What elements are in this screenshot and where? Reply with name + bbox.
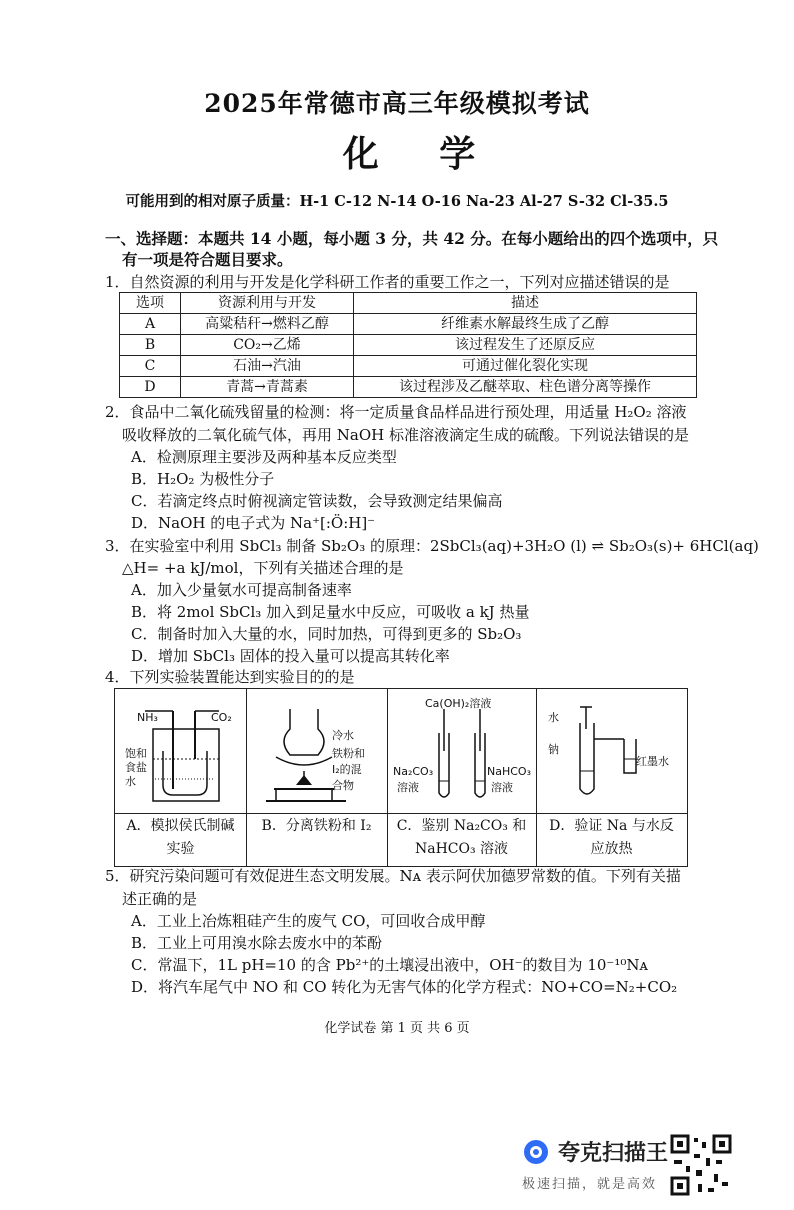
mixture-label: I₂的混 (332, 763, 362, 776)
q5-option-a: A．工业上冶炼粗硅产生的废气 CO，可回收合成甲醇 (131, 912, 486, 930)
page-footer: 化学试卷 第 1 页 共 6 页 (324, 1021, 470, 1036)
q4-apparatus-grid (114, 688, 688, 867)
mixture-label: 合物 (332, 779, 354, 792)
q1-table (119, 292, 697, 398)
watermark-name: 夸克扫描王 (558, 1141, 669, 1166)
water-label: 水 (548, 711, 559, 724)
atomic-masses: 可能用到的相对原子质量：H-1 C-12 N-14 O-16 Na-23 Al-27 S-32 Cl-35.5 (125, 193, 669, 210)
qr-code-icon (670, 1134, 732, 1196)
q2-stem-cont: 吸收释放的二氧化硫气体，再用 NaOH 标准溶液滴定生成的硫酸。下列说法错误的是 (122, 426, 689, 444)
brine-label: 饱和 (125, 747, 147, 760)
table-header: 选项 (120, 293, 181, 314)
brine-label: 食盐 (125, 761, 147, 774)
table-cell: 石油→汽油 (181, 356, 354, 377)
table-cell: 该过程涉及乙醚萃取、柱色谱分离等操作 (354, 377, 697, 398)
table-cell: 青蒿→青蒿素 (181, 377, 354, 398)
q3-option-d: D．增加 SbCl₃ 固体的投入量可以提高其转化率 (131, 647, 450, 665)
table-header: 资源利用与开发 (181, 293, 354, 314)
q3-option-c: C．制备时加入大量的水，同时加热，可得到更多的 Sb₂O₃ (131, 625, 522, 643)
caoh2-label: Ca(OH)₂溶液 (425, 697, 492, 710)
table-row (120, 335, 697, 356)
scanner-watermark (522, 1136, 668, 1192)
table-cell: 纤维素水解最终生成了乙醇 (354, 314, 697, 335)
table-cell: D (120, 377, 181, 398)
na2co3-label: Na₂CO₃ (393, 765, 434, 778)
table-row (120, 314, 697, 335)
q4-caption-c: C．鉴别 Na₂CO₃ 和 NaHCO₃ 溶液 (396, 818, 527, 857)
q2-stem: 2．食品中二氧化硫残留量的检测：将一定质量食品样品进行预处理，用适量 H₂O₂ 溶液 (105, 403, 687, 421)
q2-option-d: D．NaOH 的电子式为 Na⁺[:Ö:H]⁻ (131, 514, 376, 532)
table-cell: C (120, 356, 181, 377)
co2-label: CO₂ (211, 711, 232, 724)
mixture-label: 铁粉和 (332, 747, 365, 760)
q4-divider (115, 813, 687, 814)
q5-stem-cont: 述正确的是 (122, 890, 198, 908)
q4-caption-a: A．模拟侯氏制碱 实验 (126, 818, 235, 857)
q3-stem-cont: △H= +a kJ/mol，下列有关描述合理的是 (122, 559, 404, 577)
table-row (120, 356, 697, 377)
nh3-label: NH₃ (137, 711, 158, 724)
q5-option-b: B．工业上可用溴水除去废水中的苯酚 (131, 934, 383, 952)
table-cell: B (120, 335, 181, 356)
na2co3-label: 溶液 (397, 781, 419, 794)
nahco3-label: 溶液 (491, 781, 513, 794)
red-ink-label: 红墨水 (636, 755, 669, 768)
q4-stem: 4．下列实验装置能达到实验目的的是 (105, 668, 355, 686)
watermark-subtitle: 极速扫描，就是高效 (522, 1177, 658, 1192)
table-cell: A (120, 314, 181, 335)
table-header: 描述 (354, 293, 697, 314)
table-header-row (120, 293, 697, 314)
q2-option-b: B．H₂O₂ 为极性分子 (131, 470, 275, 488)
subject-title: 化 学 (342, 133, 500, 175)
q4-cell-b (246, 689, 388, 866)
section-heading-cont: 有一项是符合题目要求。 (122, 250, 293, 269)
q4-cell-d (536, 689, 688, 866)
q4-caption-d: D．验证 Na 与水反 应放热 (549, 818, 674, 857)
section-heading: 一、选择题：本题共 14 小题，每小题 3 分，共 42 分。在每小题给出的四个选项中，只 (105, 229, 719, 248)
q2-option-a: A．检测原理主要涉及两种基本反应类型 (131, 448, 397, 466)
table-cell: CO₂→乙烯 (181, 335, 354, 356)
table-cell: 可通过催化裂化实现 (354, 356, 697, 377)
exam-title: 2025年常德市高三年级模拟考试 (204, 89, 590, 118)
q3-stem: 3．在实验室中利用 SbCl₃ 制备 Sb₂O₃ 的原理：2SbCl₃(aq)+3H₂O (l) ⇌ Sb₂O₃(s)+ 6HCl(aq) (105, 537, 759, 555)
cold-water-label: 冷水 (332, 729, 354, 742)
q3-option-b: B．将 2mol SbCl₃ 加入到足量水中反应，可吸收 a kJ 热量 (131, 603, 530, 621)
table-row (120, 377, 697, 398)
sublimation-apparatus-diagram (246, 689, 387, 813)
q3-option-a: A．加入少量氨水可提高制备速率 (131, 581, 352, 599)
q4-cell-a (115, 689, 247, 866)
table-cell: 高粱秸秆→燃料乙醇 (181, 314, 354, 335)
q5-option-d: D．将汽车尾气中 NO 和 CO 转化为无害气体的化学方程式：NO+CO=N₂+CO₂ (131, 978, 678, 996)
sodium-label: 钠 (548, 743, 559, 756)
q4-cell-c (387, 689, 537, 866)
q5-stem: 5．研究污染问题可有效促进生态文明发展。Nᴀ 表示阿伏加德罗常数的值。下列有关描 (105, 867, 681, 885)
q1-stem: 1．自然资源的利用与开发是化学科研工作者的重要工作之一，下列对应描述错误的是 (105, 273, 670, 291)
q4-caption-b: B．分离铁粉和 I₂ (261, 818, 372, 834)
nahco3-label: NaHCO₃ (487, 765, 531, 778)
q2-option-c: C．若滴定终点时俯视滴定管读数，会导致测定结果偏高 (131, 492, 503, 510)
q5-option-c: C．常温下，1L pH=10 的含 Pb²⁺的土壤浸出液中，OH⁻的数目为 10⁻¹⁰Nᴀ (131, 956, 648, 974)
brine-label: 水 (125, 775, 136, 788)
quark-logo-icon (522, 1138, 550, 1166)
table-cell: 该过程发生了还原反应 (354, 335, 697, 356)
